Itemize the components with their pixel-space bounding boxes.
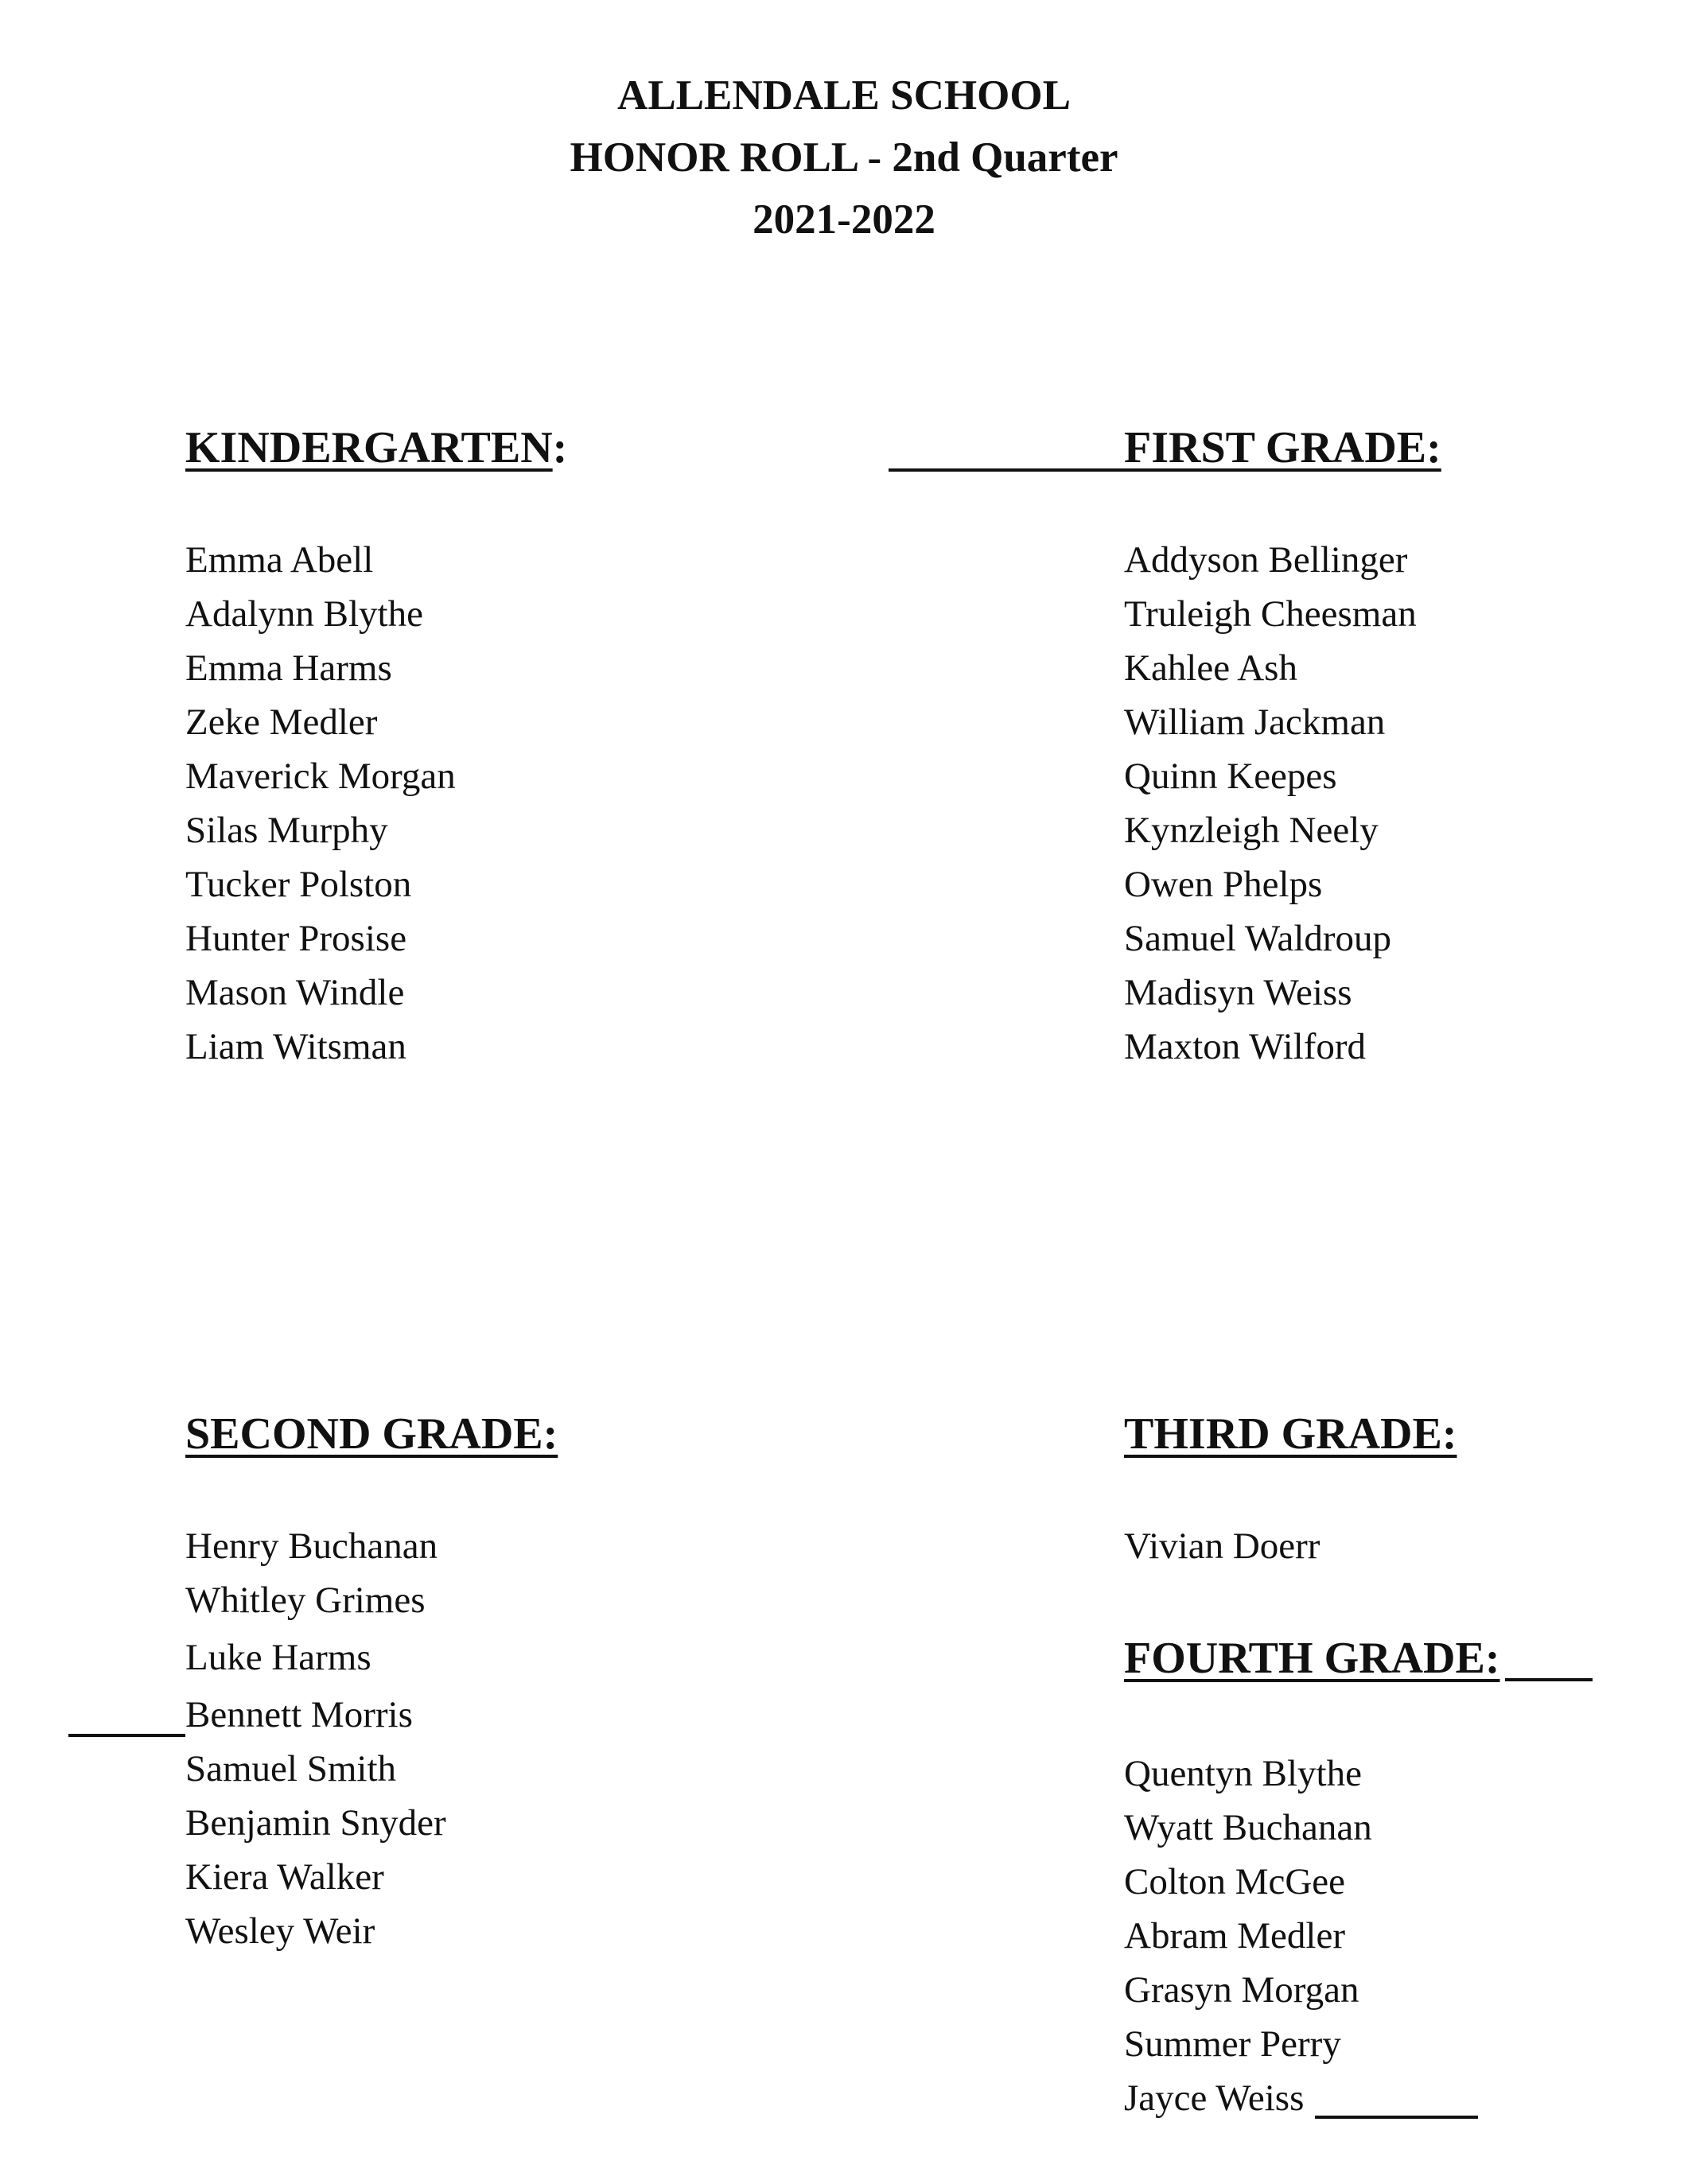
second-grade-list <box>185 1519 446 1958</box>
list-item: Quinn Keepes <box>1124 756 1337 797</box>
list-item: William Jackman <box>1124 701 1386 743</box>
school-name: ALLENDALE SCHOOL <box>617 72 1071 119</box>
list-item: Quentyn Blythe <box>1124 1753 1362 1794</box>
list-item: Vivian Doerr <box>1124 1525 1320 1567</box>
list-item: Maverick Morgan <box>185 756 456 797</box>
list-item: Jayce Weiss <box>1124 2077 1305 2119</box>
list-item: Samuel Smith <box>185 1748 397 1790</box>
kindergarten-heading-text: KINDERGARTEN <box>185 423 553 472</box>
list-item: Tucker Polston <box>185 864 412 905</box>
list-item: Colton McGee <box>1124 1861 1346 1902</box>
list-item: Luke Harms <box>185 1637 371 1678</box>
list-item: Kahlee Ash <box>1124 647 1297 689</box>
list-item: Kynzleigh Neely <box>1124 810 1379 851</box>
list-item: Summer Perry <box>1124 2023 1341 2065</box>
list-item: Wyatt Buchanan <box>1124 1807 1372 1848</box>
fourth-grade-heading <box>1124 1632 1499 1685</box>
list-item: Emma Abell <box>185 539 374 581</box>
list-item: Whitley Grimes <box>185 1580 426 1621</box>
list-item: Addyson Bellinger <box>1124 539 1408 581</box>
fourth-grade-list <box>1124 1747 1372 2125</box>
fourth-grade-end-rule <box>1315 2116 1478 2119</box>
list-item: Benjamin Snyder <box>185 1802 446 1844</box>
fourth-grade-heading-text: FOURTH GRADE: <box>1124 1634 1500 1683</box>
third-grade-list <box>1124 1519 1320 1573</box>
list-item: Liam Witsman <box>185 1026 406 1067</box>
first-grade-heading <box>1124 422 1441 474</box>
list-item: Maxton Wilford <box>1124 1026 1367 1067</box>
third-grade-heading-text: THIRD GRADE: <box>1124 1409 1457 1459</box>
kindergarten-list <box>185 533 456 1074</box>
list-item: Mason Windle <box>185 972 405 1013</box>
list-item: Abram Medler <box>1124 1915 1345 1957</box>
kindergarten-heading-colon: : <box>552 423 568 472</box>
list-item: Bennett Morris <box>185 1694 413 1735</box>
list-item: Samuel Waldroup <box>1124 918 1392 959</box>
first-grade-leading-rule <box>889 468 1126 472</box>
list-item: Hunter Prosise <box>185 918 407 959</box>
second-grade-heading <box>185 1408 558 1460</box>
fourth-grade-trailing-rule <box>1505 1678 1593 1681</box>
school-year: 2021-2022 <box>753 196 935 243</box>
list-item: Truleigh Cheesman <box>1124 593 1417 635</box>
third-grade-heading <box>1124 1408 1457 1460</box>
first-grade-heading-text: FIRST GRADE: <box>1124 423 1441 472</box>
list-item: Adalynn Blythe <box>185 593 423 635</box>
list-item: Wesley Weir <box>185 1910 375 1952</box>
page-title: HONOR ROLL - 2nd Quarter <box>570 134 1118 181</box>
list-item: Zeke Medler <box>185 701 378 743</box>
list-item: Owen Phelps <box>1124 864 1323 905</box>
list-item: Madisyn Weiss <box>1124 972 1352 1013</box>
list-item: Henry Buchanan <box>185 1525 438 1567</box>
list-item: Emma Harms <box>185 647 392 689</box>
second-grade-heading-text: SECOND GRADE: <box>185 1409 558 1459</box>
list-item: Silas Murphy <box>185 810 388 851</box>
list-item: Grasyn Morgan <box>1124 1969 1359 2011</box>
first-grade-list <box>1124 533 1417 1074</box>
second-grade-leading-rule <box>68 1734 185 1737</box>
list-item: Kiera Walker <box>185 1856 384 1898</box>
kindergarten-heading <box>185 422 567 474</box>
